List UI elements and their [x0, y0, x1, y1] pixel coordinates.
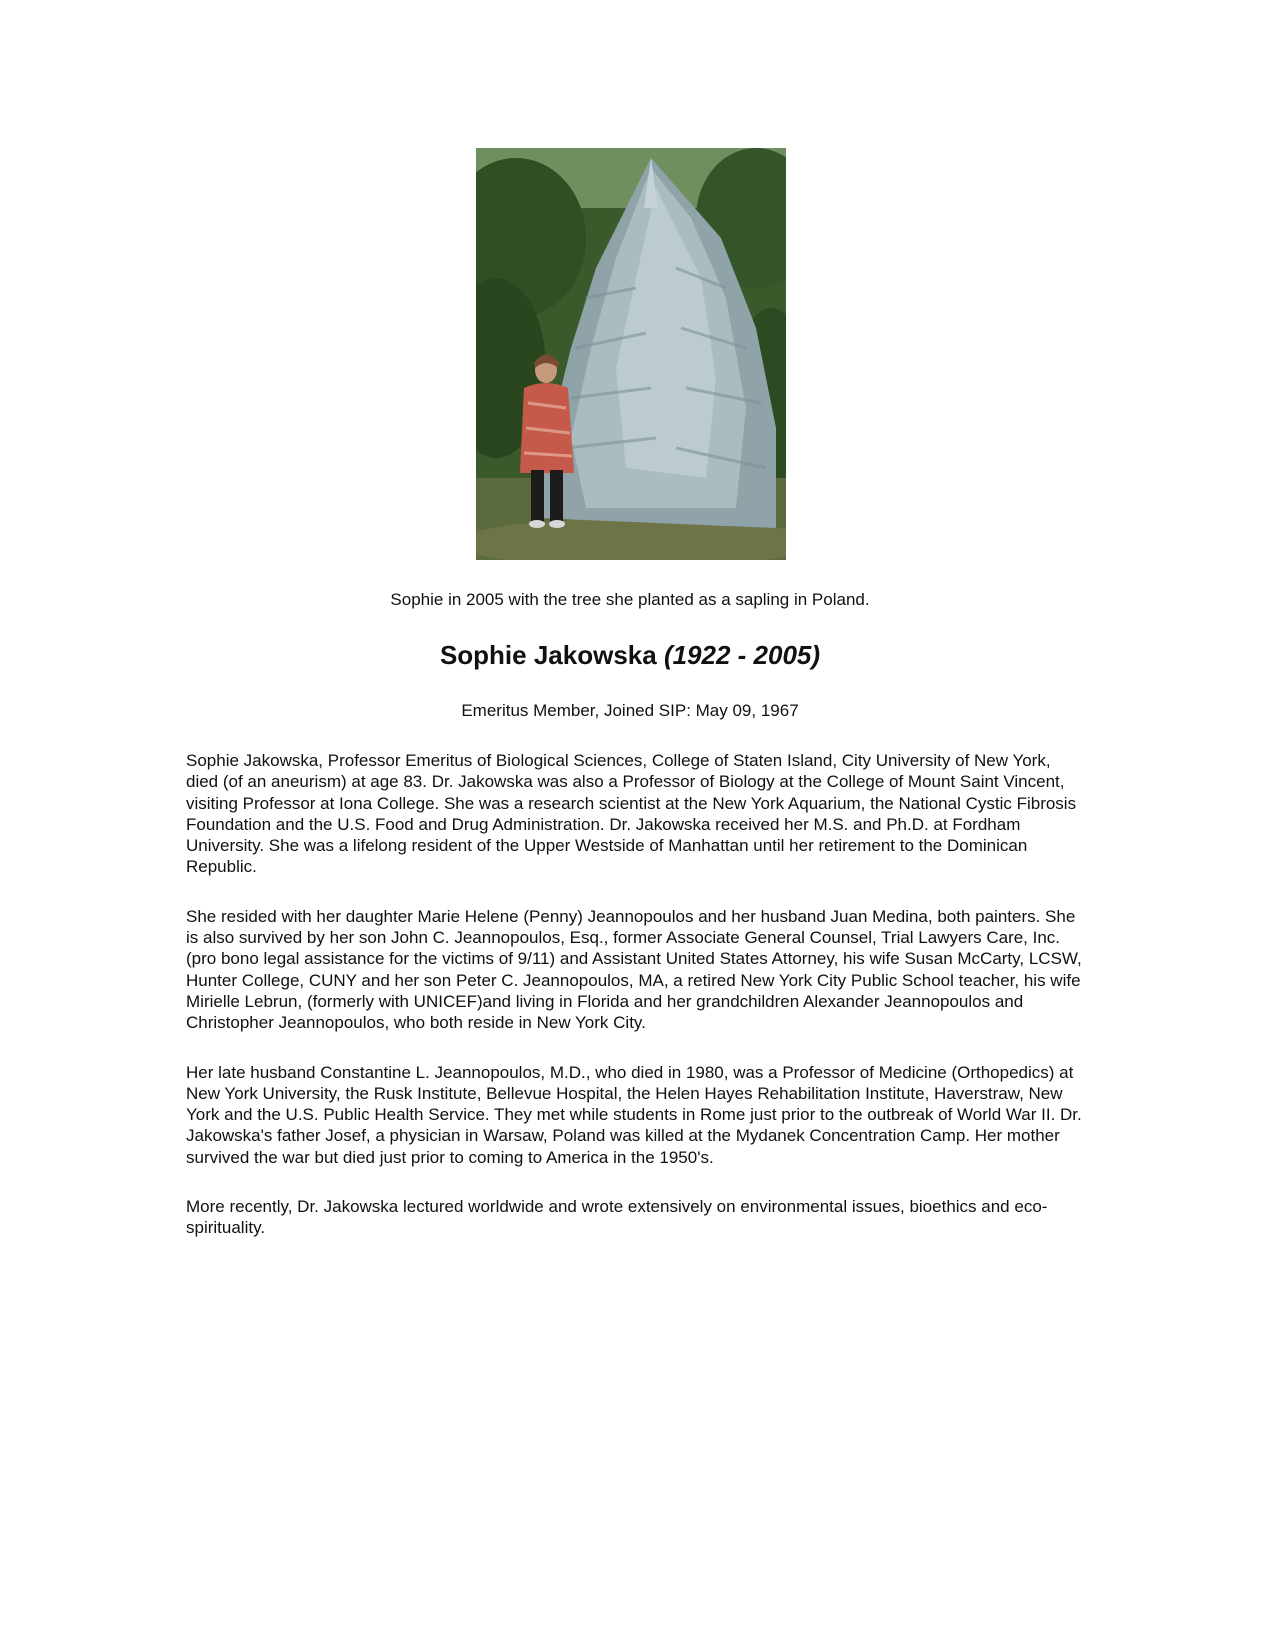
biography-paragraph: Her late husband Constantine L. Jeannopoulos, M.D., who died in 1980, was a Professor of Medicine (Orthopedics) at New York University, the Rusk Institute, Bellevue Hospital, the Helen Hayes Rehabilitation Institute, Haverstraw, New York and the U.S. Public Health Service. They met while students in Rome just prior to the outbreak of World War II. Dr. Jakowska's father Josef, a physician in Warsaw, Poland was killed at the Mydanek Concentration Camp. Her mother survived the war but died just prior to coming to America in the 1950's. — [186, 1062, 1082, 1167]
portrait-photo — [476, 148, 786, 560]
biography-paragraph: More recently, Dr. Jakowska lectured worldwide and wrote extensively on environmental issues, bioethics and eco-spirituality. — [186, 1197, 1048, 1238]
person-name: Sophie Jakowska — [439, 640, 657, 670]
page-title — [0, 639, 1260, 671]
photo-illustration — [476, 148, 786, 560]
membership-line: Emeritus Member, Joined SIP: May 09, 1967 — [461, 701, 799, 720]
biography-paragraph: She resided with her daughter Marie Helene (Penny) Jeannopoulos and her husband Juan Medina, both painters. She is also survived by her son John C. Jeannopoulos, Esq., former Associate General Counsel, Trial Lawyers Care, Inc. (pro bono legal assistance for the victims of 9/11) and Assistant United States Attorney, his wife Susan McCarty, LCSW, Hunter College, CUNY and her son Peter C. Jeannopoulos, MA, a retired New York City Public School teacher, his wife Mirielle Lebrun, (formerly with UNICEF)and living in Florida and her grandchildren Alexander Jeannopoulos and Christopher Jeannopoulos, who both reside in New York City. — [186, 906, 1082, 1033]
biography-body — [186, 750, 1086, 1267]
biography-paragraph: Sophie Jakowska, Professor Emeritus of Biological Sciences, College of Staten Island, City University of New York, died (of an aneurism) at age 83. Dr. Jakowska was also a Professor of Biology at the College of Mount Saint Vincent, visiting Professor at Iona College. She was a research scientist at the New York Aquarium, the National Cystic Fibrosis Foundation and the U.S. Food and Drug Administration. Dr. Jakowska received her M.S. and Ph.D. at Fordham University. She was a lifelong resident of the Upper Westside of Manhattan until her retirement to the Dominican Republic. — [186, 751, 1077, 877]
photo-caption: Sophie in 2005 with the tree she planted as a sapling in Poland. — [390, 590, 870, 609]
life-dates: (1922 - 2005) — [663, 640, 821, 670]
